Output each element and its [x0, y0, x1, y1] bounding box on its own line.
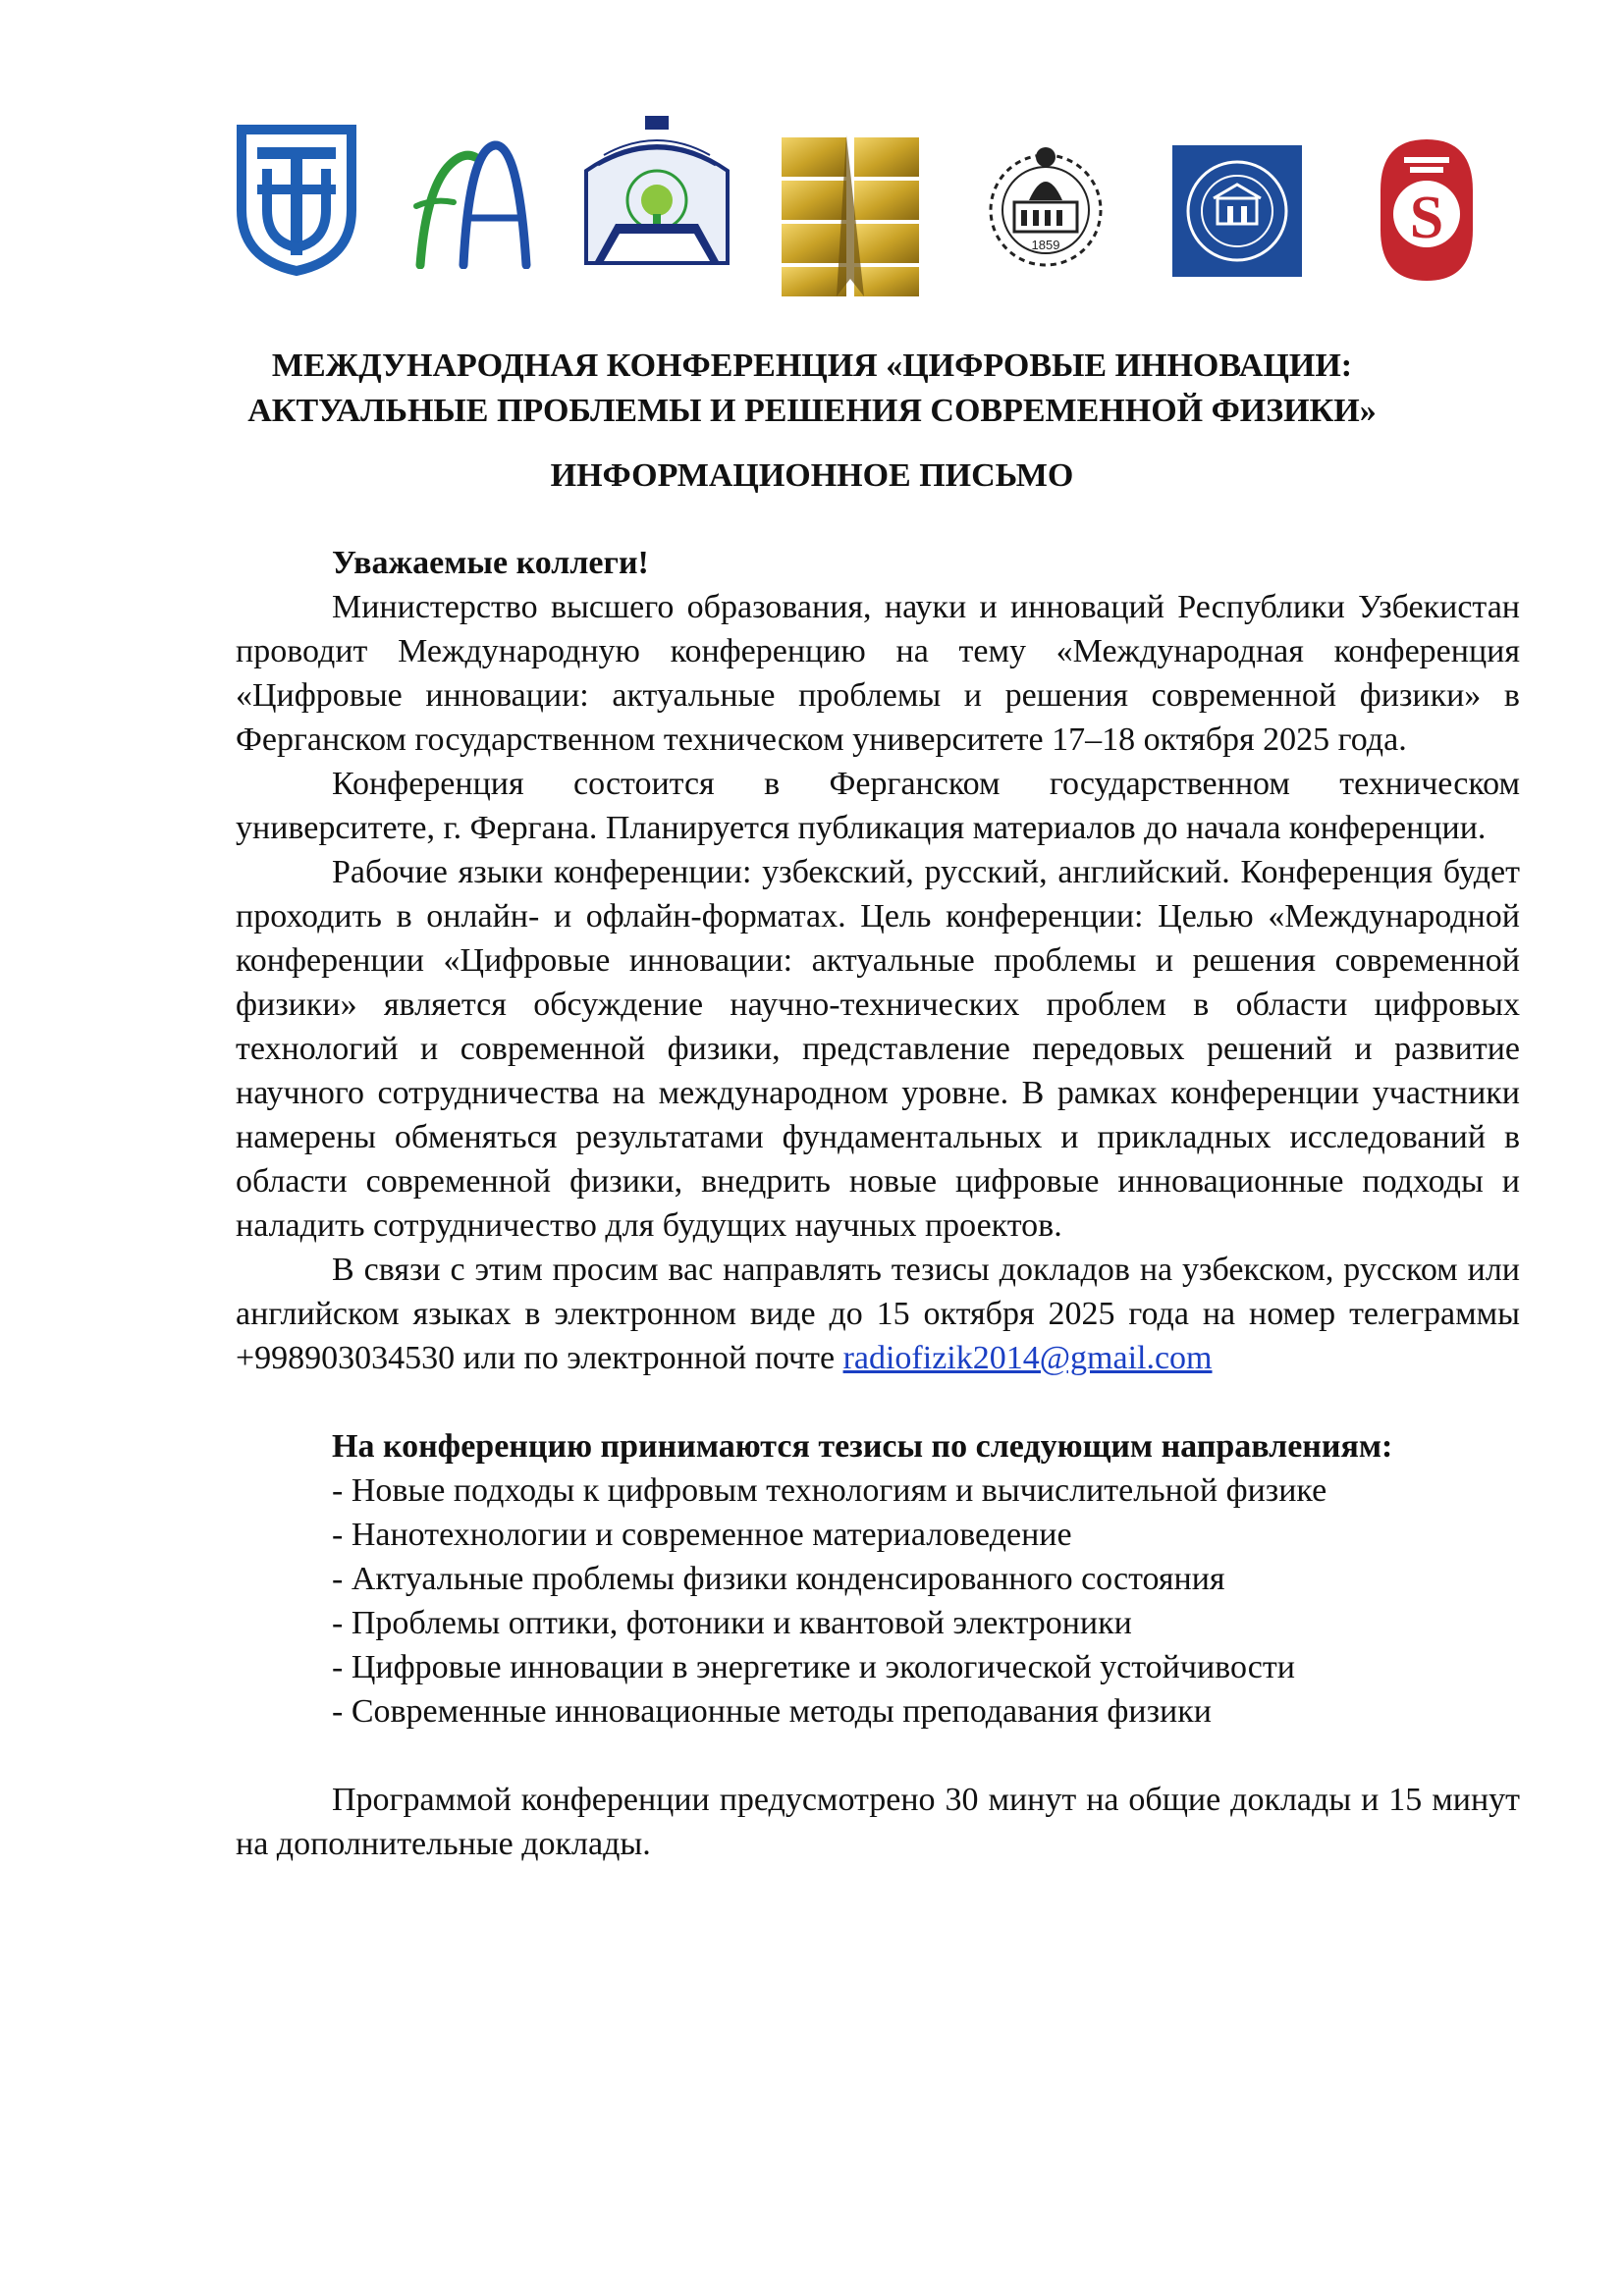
red-s-logo — [1375, 135, 1479, 285]
paragraph-program: Программой конференции предусмотрено 30 минут на общие доклады и 15 минут на дополнительные доклады. — [236, 1782, 1520, 1862]
spacer — [236, 1380, 1520, 1424]
paragraph-intro: Министерство высшего образования, науки и инноваций Республики Узбекистан проводит Международную конференцию на тему «Международная конференция «Цифровые инновации: актуальные проблемы и решения современной физики» в Ферганском государственном техническом университете 17–18 октября 2025 года. — [236, 589, 1520, 758]
document-subtitle: ИНФОРМАЦИОННОЕ ПИСЬМО — [550, 457, 1074, 494]
paragraph-venue: Конференция состоится в Ферганском государственном техническом университете, г. Фергана. Планируется публикация материалов до начала конференции. — [236, 766, 1520, 846]
direction-item: - Современные инновационные методы преподавания физики — [332, 1693, 1212, 1730]
direction-item: - Проблемы оптики, фотоники и квантовой электроники — [332, 1605, 1132, 1641]
paragraph-goals: Рабочие языки конференции: узбекский, русский, английский. Конференция будет проходить в онлайн- и офлайн-форматах. Цель конференции: Целью «Международной конференции «Цифровые инновации: актуальные проблемы и решения современной физики» является обсуждение научно-технических проблем в области цифровых технологий и современной физики, представление передовых решений и развитие научного сотрудничества на международном уровне. В рамках конференции участники намерены обменяться результатами фундаментальных и прикладных исследований в области современной физики, внедрить новые цифровые инновационные подходы и наладить сотрудничество для будущих научных проектов. — [236, 854, 1520, 1244]
university-1859-seal-logo — [982, 130, 1110, 287]
direction-item: - Нанотехнологии и современное материаловедение — [332, 1517, 1072, 1553]
fa-logo — [406, 130, 536, 269]
university-tree-logo — [576, 116, 737, 279]
blue-university-building-logo — [1172, 145, 1302, 277]
spacer — [236, 1734, 1520, 1778]
letter-body — [236, 541, 1520, 1866]
title-line-2: АКТУАЛЬНЫЕ ПРОБЛЕМЫ И РЕШЕНИЯ СОВРЕМЕННОЙ ФИЗИКИ» — [247, 393, 1377, 429]
email-link[interactable]: radiofizik2014@gmail.com — [842, 1340, 1213, 1376]
directions-heading: На конференцию принимаются тезисы по следующим направлениям: — [332, 1428, 1393, 1465]
title-line-1: МЕЖДУНАРОДНАЯ КОНФЕРЕНЦИЯ «ЦИФРОВЫЕ ИННОВАЦИИ: — [271, 347, 1353, 384]
submission-text: В связи с этим просим вас направлять тезисы докладов на узбекском, русском или английском языках в электронном виде до 15 октября 2025 года на номер телеграммы +998903034530 или по электронной почте — [236, 1252, 1520, 1376]
seal-year: 1859 — [1031, 238, 1060, 252]
directions-list — [236, 1468, 1520, 1734]
direction-item: - Актуальные проблемы физики конденсированного состояния — [332, 1561, 1225, 1597]
document-title — [196, 344, 1428, 434]
direction-item: - Цифровые инновации в энергетике и экологической устойчивости — [332, 1649, 1295, 1685]
paragraph-submission — [236, 1248, 1520, 1380]
direction-item: - Новые подходы к цифровым технологиям и вычислительной физике — [332, 1472, 1327, 1509]
greeting: Уважаемые коллеги! — [332, 545, 649, 581]
gold-panels-logo — [778, 132, 923, 300]
svg-text:S: S — [1409, 185, 1444, 251]
tuit-shield-logo — [234, 122, 359, 277]
logo-strip — [228, 116, 1504, 302]
